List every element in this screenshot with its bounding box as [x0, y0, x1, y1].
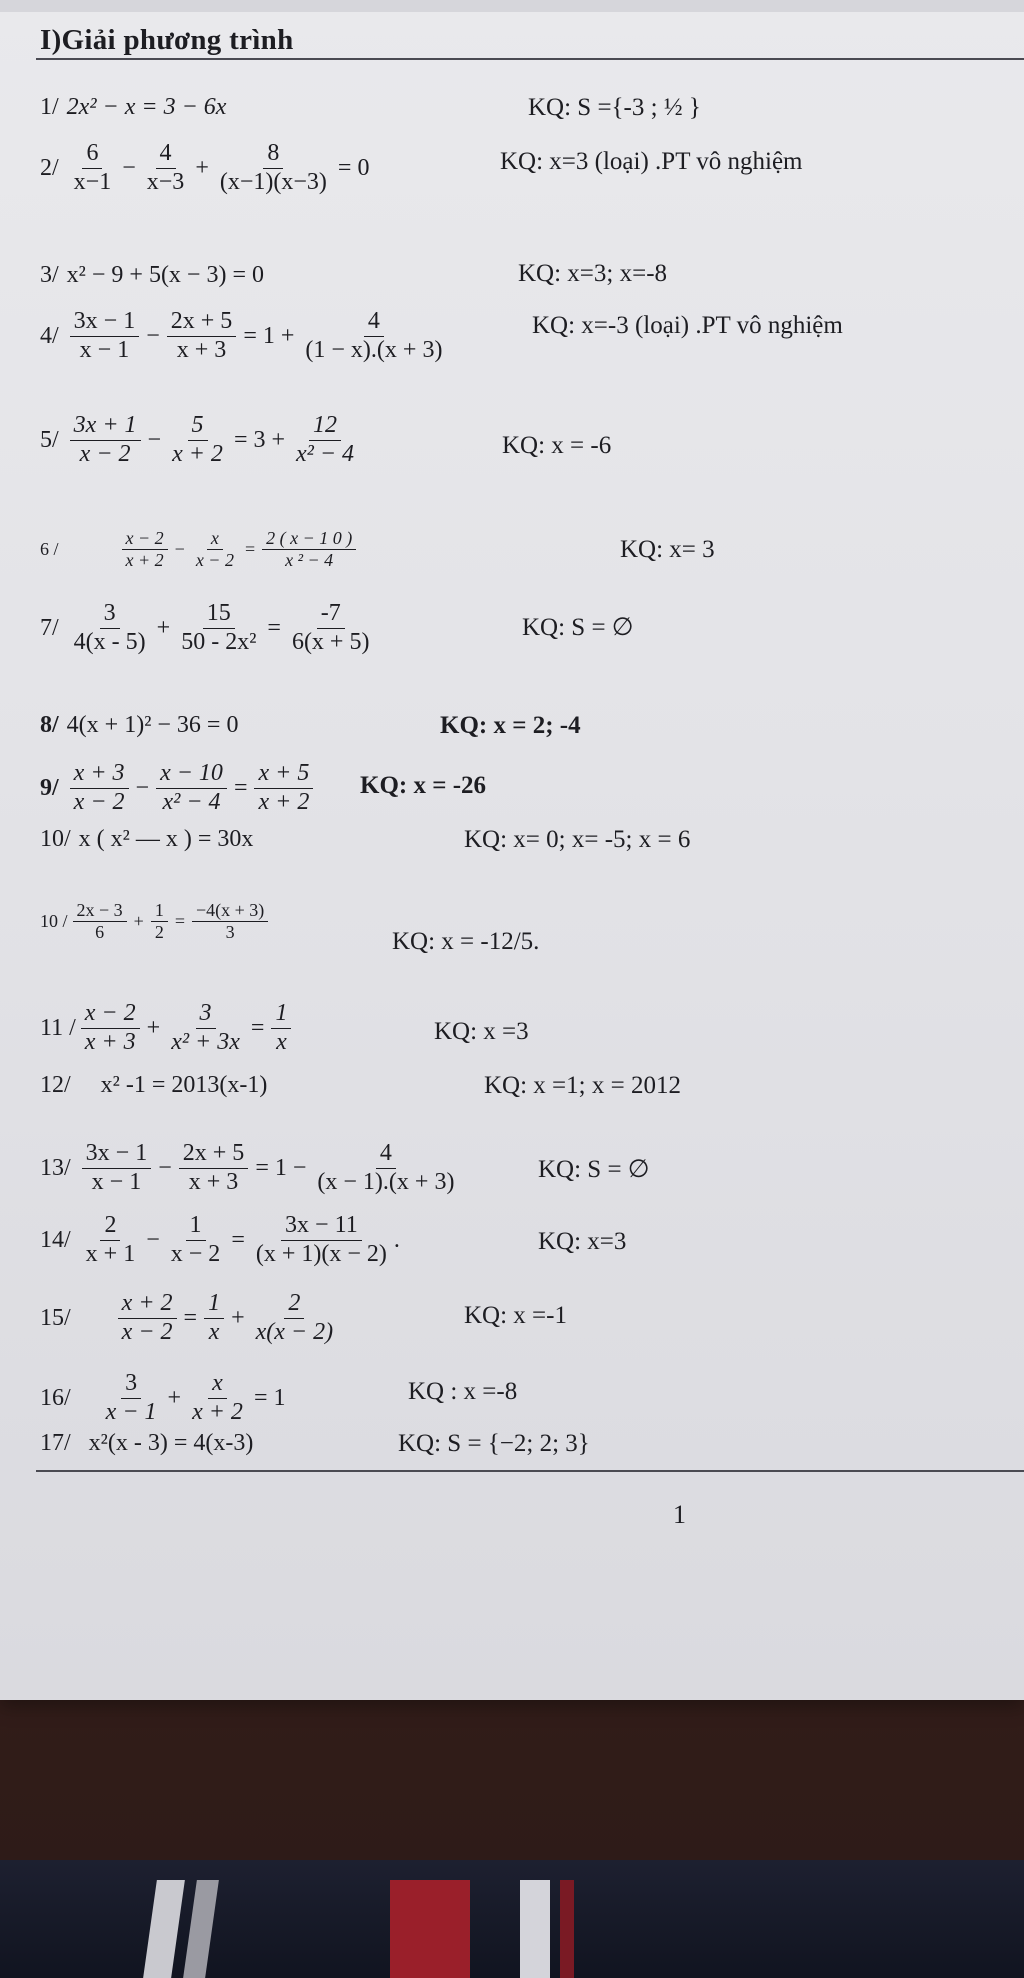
numerator: x − 2	[81, 1000, 140, 1029]
fraction	[70, 308, 140, 364]
numerator: 2x − 3	[73, 900, 127, 922]
denominator: x² + 3x	[171, 1028, 240, 1055]
operator: +	[146, 1014, 161, 1041]
denominator: x − 1	[105, 1398, 157, 1425]
fraction	[204, 1290, 224, 1346]
operator: =	[231, 1226, 245, 1253]
problem-7	[40, 600, 376, 656]
fraction	[177, 600, 260, 656]
denominator: x − 2	[195, 549, 234, 570]
denominator: x(x − 2)	[255, 1318, 334, 1345]
numerator: 3	[121, 1370, 141, 1399]
problem-number: 16/	[40, 1384, 71, 1411]
operator: +	[167, 1384, 182, 1411]
problem-number: 1/	[40, 94, 59, 120]
equals-part: = 1 −	[255, 1154, 307, 1181]
problem-13	[40, 1140, 461, 1196]
fraction	[271, 1000, 291, 1056]
operator: +	[156, 614, 171, 641]
operator: −	[146, 322, 160, 349]
problem-number: 13/	[40, 1154, 71, 1181]
equation: 2x² − x = 3 − 6x	[66, 94, 227, 120]
denominator: x − 2	[73, 788, 125, 815]
result-7: KQ: S = ∅	[522, 614, 634, 641]
denominator: x	[276, 1028, 287, 1055]
fraction	[252, 1290, 337, 1346]
numerator: 15	[203, 600, 235, 629]
denominator: x ² − 4	[285, 549, 334, 570]
denominator: x² − 4	[296, 440, 355, 467]
operator: −	[174, 538, 185, 559]
operator: −	[135, 774, 150, 801]
result-9: KQ: x = -26	[360, 772, 487, 799]
fraction	[118, 1290, 177, 1346]
operator: =	[250, 1014, 265, 1041]
equation: 4(x + 1)² − 36 = 0	[66, 712, 239, 738]
result-4: KQ: x=-3 (loại) .PT vô nghiệm	[532, 312, 843, 339]
problem-11	[40, 1000, 294, 1056]
fraction	[167, 1000, 244, 1056]
result-10: KQ: x= 0; x= -5; x = 6	[464, 826, 691, 853]
fraction	[313, 1140, 458, 1196]
numerator: 3x + 1	[70, 412, 141, 441]
result-11: KQ: x =3	[434, 1018, 529, 1045]
result-13: KQ: S = ∅	[538, 1156, 650, 1183]
numerator: 1	[186, 1212, 206, 1241]
numerator: 12	[309, 412, 341, 441]
problem-number: 11 /	[40, 1014, 76, 1041]
numerator: 5	[188, 412, 208, 441]
operator: −	[146, 1226, 160, 1253]
page-number: 1	[673, 1500, 686, 1529]
problem-number: 10/	[40, 826, 71, 852]
numerator: 8	[263, 140, 283, 169]
operator: +	[231, 1304, 245, 1331]
denominator: x − 2	[121, 1318, 173, 1345]
problem-number: 15/	[40, 1304, 71, 1331]
numerator: x + 3	[70, 760, 129, 789]
heading-rule	[36, 58, 1024, 60]
problem-10	[40, 826, 253, 853]
operator: =	[244, 538, 256, 559]
problem-15	[40, 1290, 340, 1346]
denominator: x² − 4	[162, 788, 221, 815]
fraction	[82, 1212, 140, 1268]
equals-part: = 3 +	[233, 426, 286, 453]
result-2: KQ: x=3 (loại) .PT vô nghiệm	[500, 148, 803, 175]
result-17: KQ: S = {−2; 2; 3}	[398, 1430, 590, 1457]
problem-16	[40, 1370, 289, 1426]
denominator: x + 3	[84, 1028, 136, 1055]
fraction	[288, 600, 374, 656]
denominator: x−3	[146, 168, 185, 195]
denominator: 6	[95, 921, 105, 942]
denominator: (x − 1).(x + 3)	[317, 1168, 455, 1195]
fraction	[167, 1212, 225, 1268]
footer-rule	[36, 1470, 1024, 1472]
numerator: 4	[376, 1140, 396, 1169]
operator: =	[267, 614, 281, 641]
numerator: x + 5	[254, 760, 313, 789]
denominator: x − 2	[79, 440, 131, 467]
equation: x ( x² — x ) = 30x	[78, 826, 254, 852]
numerator: 3	[100, 600, 120, 629]
result-3: KQ: x=3; x=-8	[518, 260, 668, 287]
denominator: x + 2	[172, 440, 223, 467]
operator: =	[233, 774, 248, 801]
problem-number: 4/	[40, 322, 59, 349]
fraction	[252, 1212, 391, 1268]
fraction	[262, 528, 356, 570]
problem-12	[40, 1072, 267, 1099]
fraction	[167, 308, 237, 364]
problem-9	[40, 760, 316, 816]
numerator: -7	[317, 600, 345, 629]
fabric-stripe	[390, 1880, 470, 1978]
numerator: 3x − 11	[281, 1212, 362, 1241]
problem-10b	[40, 900, 271, 942]
equals-part: = 0	[337, 154, 370, 181]
problem-17	[40, 1430, 253, 1457]
fraction	[70, 140, 116, 196]
denominator: x + 3	[176, 336, 227, 363]
operator: =	[183, 1304, 198, 1331]
denominator: (1 − x).(x + 3)	[305, 336, 443, 363]
problem-number: 10 /	[40, 910, 68, 931]
fraction	[156, 760, 227, 816]
fraction	[192, 528, 238, 570]
fraction	[82, 1140, 152, 1196]
denominator: (x−1)(x−3)	[219, 168, 327, 195]
fraction	[168, 412, 227, 468]
numerator: 2	[100, 1212, 120, 1241]
top-strip	[0, 0, 1024, 12]
denominator: 2	[154, 921, 164, 942]
fraction	[73, 900, 127, 942]
numerator: x + 2	[118, 1290, 177, 1319]
fraction	[102, 1370, 161, 1426]
result-12: KQ: x =1; x = 2012	[484, 1072, 681, 1099]
result-5: KQ: x = -6	[502, 432, 612, 459]
fraction	[179, 1140, 249, 1196]
problem-number: 7/	[40, 614, 59, 641]
numerator: x − 2	[122, 528, 168, 550]
numerator: 6	[82, 140, 102, 169]
equals-part: = 1 +	[243, 322, 295, 349]
fraction	[292, 412, 358, 468]
operator: +	[133, 910, 144, 931]
operator: +	[195, 154, 209, 181]
denominator: x−1	[73, 168, 112, 195]
operator: −	[158, 1154, 172, 1181]
period: .	[393, 1226, 400, 1253]
problem-1	[40, 94, 226, 121]
result-6: KQ: x= 3	[620, 536, 715, 563]
result-14: KQ: x=3	[538, 1228, 627, 1255]
denominator: x − 1	[79, 336, 130, 363]
equation: x² − 9 + 5(x − 3) = 0	[66, 262, 264, 288]
fraction	[301, 308, 446, 364]
fraction	[216, 140, 331, 196]
numerator: 3	[196, 1000, 216, 1029]
numerator: 3x − 1	[82, 1140, 152, 1169]
equals-part: = 1	[253, 1384, 286, 1411]
equation: x² -1 = 2013(x-1)	[100, 1072, 268, 1098]
problem-number: 6 /	[40, 538, 59, 559]
numerator: 2 ( x − 1 0 )	[262, 528, 356, 550]
fabric-stripe	[520, 1880, 550, 1978]
numerator: 3x − 1	[70, 308, 140, 337]
problem-5	[40, 412, 361, 468]
denominator: 50 - 2x²	[181, 628, 257, 655]
fraction	[188, 1370, 247, 1426]
operator: −	[122, 154, 136, 181]
result-16: KQ : x =-8	[408, 1378, 518, 1405]
operator: =	[174, 910, 185, 931]
fraction	[122, 528, 168, 570]
fraction	[151, 900, 168, 942]
fabric-stripe	[560, 1880, 574, 1978]
problem-14	[40, 1212, 400, 1268]
denominator: x + 2	[258, 788, 310, 815]
equation: x²(x - 3) = 4(x-3)	[88, 1430, 254, 1456]
numerator: x	[208, 1370, 227, 1399]
denominator: 6(x + 5)	[291, 628, 370, 655]
numerator: 1	[151, 900, 168, 922]
result-1: KQ: S ={-3 ; ½ }	[528, 94, 701, 121]
fraction	[70, 600, 150, 656]
result-15: KQ: x =-1	[464, 1302, 567, 1329]
numerator: 2x + 5	[167, 308, 237, 337]
problem-number: 8/	[40, 712, 59, 738]
problem-number: 12/	[40, 1072, 71, 1098]
problem-4	[40, 308, 449, 364]
problem-number: 3/	[40, 262, 59, 288]
problem-number: 5/	[40, 426, 59, 453]
denominator: x + 3	[188, 1168, 239, 1195]
problem-6	[40, 528, 359, 570]
numerator: 2	[284, 1290, 304, 1319]
numerator: x	[207, 528, 223, 550]
numerator: 2x + 5	[179, 1140, 249, 1169]
problem-number: 14/	[40, 1226, 71, 1253]
fraction	[70, 760, 129, 816]
numerator: x − 10	[156, 760, 227, 789]
result-8: KQ: x = 2; -4	[440, 712, 581, 739]
problem-2	[40, 140, 373, 196]
denominator: x + 2	[192, 1398, 243, 1425]
fraction	[81, 1000, 140, 1056]
fraction	[254, 760, 313, 816]
denominator: 3	[225, 921, 235, 942]
problem-3	[40, 262, 264, 289]
denominator: x + 1	[85, 1240, 136, 1267]
problem-number: 17/	[40, 1430, 71, 1456]
problem-8	[40, 712, 238, 739]
numerator: 4	[364, 308, 384, 337]
fraction	[143, 140, 189, 196]
denominator: x	[208, 1318, 220, 1345]
numerator: 4	[156, 140, 176, 169]
numerator: 1	[204, 1290, 224, 1319]
problem-number: 9/	[40, 774, 59, 801]
numerator: 1	[271, 1000, 291, 1029]
denominator: (x + 1)(x − 2)	[255, 1240, 387, 1267]
problem-number: 2/	[40, 154, 59, 181]
denominator: x − 1	[91, 1168, 142, 1195]
page-heading: I)Giải phương trình	[40, 24, 294, 56]
result-10b: KQ: x = -12/5.	[392, 928, 540, 955]
fraction	[192, 900, 268, 942]
fraction	[70, 412, 141, 468]
numerator: −4(x + 3)	[192, 900, 268, 922]
denominator: 4(x - 5)	[73, 628, 146, 655]
denominator: x − 2	[170, 1240, 221, 1267]
operator: −	[147, 426, 162, 453]
denominator: x + 2	[125, 549, 164, 570]
